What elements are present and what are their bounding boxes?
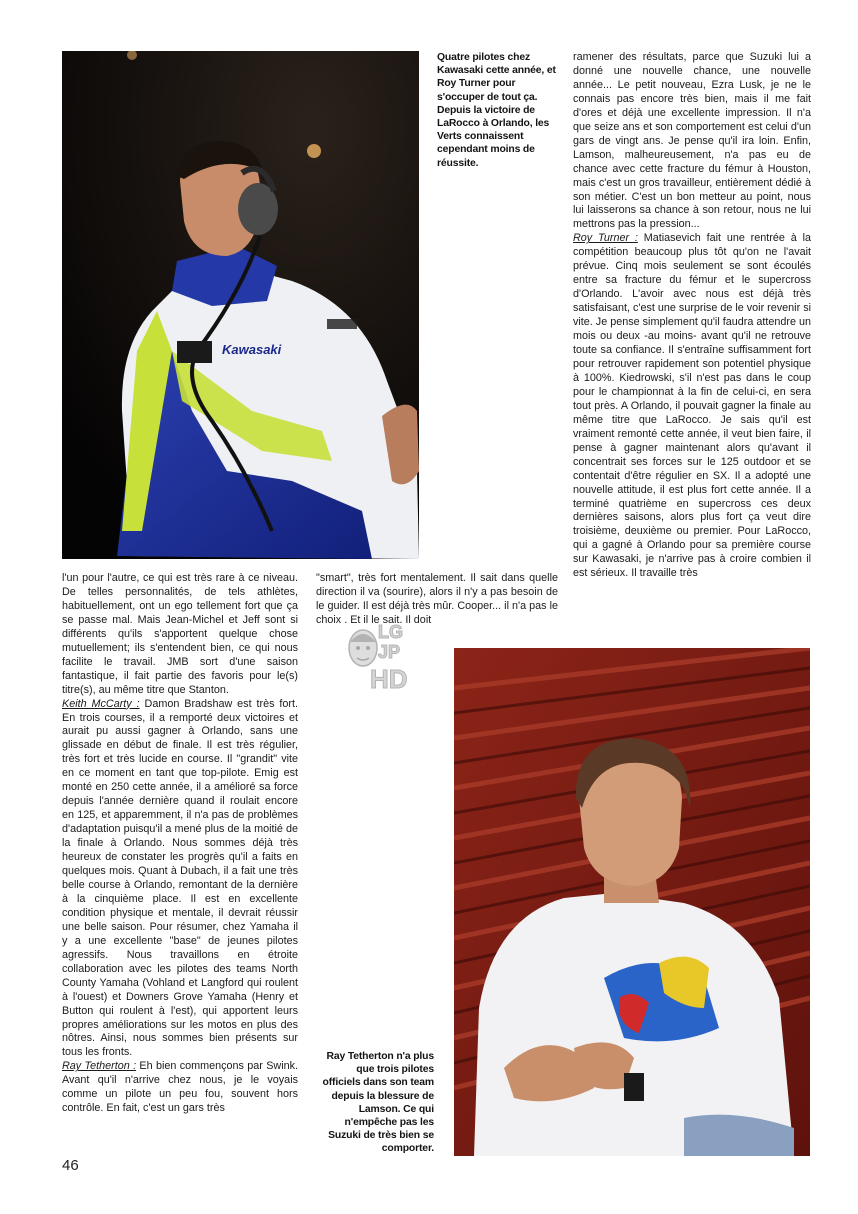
- column-left-paragraph-1: l'un pour l'autre, ce qui est très rare à ce niveau. De telles personnalités, de tels athlètes, habituellement, ont un ego tellement fort que ça se passe mal. Mais Jean-Michel et Jeff sont si différents qu'ils s'apportent quelque chose mutuellement; ils s'entendent bien, ce qui nous facilite le travail. JMB sort d'une saison fantastique, il fait partie des favoris pour le(s) titre(s), au même titre que Stanton.: [62, 572, 298, 696]
- speaker-ray-tetherton: Ray Tetherton :: [62, 1060, 137, 1073]
- watermark: [340, 618, 432, 698]
- caption-bottom-photo: Ray Tetherton n'a plus que trois pilotes officiels dans son team depuis la blessure de Lamson. Ce qui n'empêche pas les Suzuki de très bien se comporter.: [322, 1051, 434, 1155]
- photo-roy-turner: [62, 51, 419, 559]
- jacket-logo-text: Kawasaki: [222, 342, 282, 357]
- speaker-roy-turner: Roy Turner :: [573, 232, 638, 245]
- photo-roy-turner-image: [62, 51, 419, 559]
- watermark-line-1: LG: [378, 622, 403, 642]
- column-left-paragraph-3: [62, 1060, 298, 1116]
- speaker-keith-mccarty: Keith McCarty :: [62, 697, 140, 710]
- column-left-paragraph-2-text: Damon Bradshaw est très fort. En trois courses, il a remporté deux victoires et aurait pu aussi gagner à Orlando, sans une glissade en début de finale. Il est très régulier, très fort et très lucide en course. Il "grandit" vite en ce moment en tant que top-pilote. Emig est monté en 250 cette année, il a amélioré sa force depuis l'année dernière quand il roulait encore en 125, et apparemment, il n'a pas de problèmes d'adaptation puisqu'il a mené plus de la moitié de la finale à Orlando. Nous sommes déjà très heureux de constater les progrès qu'il a faits en quelques mois. Quant à Dubach, il a fait une très belle course à Orlando, remontant de la dernière à la cinquième place. Il est en excellente condition physique et mentale, il devrait réussir une belle saison. Pour résumer, chez Yamaha il y a une excellente "base" de jeunes pilotes agressifs. Nous travaillons en étroite collaboration avec les pilotes des teams North County Yamaha (Vohland et Langford qui roulent à l'ouest) et Downers Grove Yamaha (Henry et Button qui roulent à l'est), qui apportent leurs propres améliorations sur les motos en plus des nôtres. Ainsi, nous sommes bien présents sur tous les fronts.: [62, 697, 298, 1059]
- photo-ray-tetherton-image: [454, 648, 810, 1156]
- column-left-paragraph-2: [62, 698, 298, 1061]
- caption-top-photo: Quatre pilotes chez Kawasaki cette année, et Roy Turner pour s'occuper de tout ça. Depuis la victoire de LaRocco à Orlando, les Verts connaissent cependant moins de réussite.: [437, 52, 556, 169]
- column-right-paragraph-1: ramener des résultats, parce que Suzuki lui a donné une nouvelle chance, une nouvelle année... Le petit nouveau, Ezra Lusk, je ne le connais pas encore très bien, mais il me fait d'ores et déjà une excellente impression. Il n'a que seize ans et son comportement est celui d'un gars de vingt ans. Je pense qu'il ira loin. Enfin, Lamson, malheureusement, n'a pas eu de chance avec cette fracture du fémur à Houston, mais c'est un gros travailleur, entièrement dédié à son métier. C'est un bon metteur au point, nous lui laisserons sa chance à son retour, nous ne lui mettrons pas la pression...: [573, 51, 811, 231]
- photo-ray-tetherton: [454, 648, 810, 1156]
- column-right: [573, 51, 811, 581]
- column-right-paragraph-2-text: Matiasevich fait une rentrée à la compétition beaucoup plus tôt qu'on ne l'avait prévue. Cinq mois seulement se sont écoulés entre sa fracture du fémur et le supercross d'Orlando. L'avoir avec nous est déjà très satisfaisant, c'est une surprise de le voir revenir si vite. Je pense simplement qu'il faudra attendre un mois ou deux -au moins- avant qu'il ne retrouve toute sa confiance. Il s'entraîne suffisamment fort pour retrouver rapidement son potentiel physique à 100%. Kiedrowski, s'il n'est pas dans le coup pour le championnat à la fin de celui-ci, en sera tout près. A Orlando, il pouvait gagner la finale au même titre que LaRocco. Je sais qu'il est vraiment remonté cette année, il veut bien faire, il pense à gagner maintenant alors qu'avant il concentrait ses forces sur le 125 outdoor et se contentait d'être régulier en SX. Il a adopté une nouvelle attitude, il est plus fort cette année. Il a terminé quatrième en supercross ces deux dernières saisons, alors plus fort ça veut dire troisième, deuxième ou premier. Pour LaRocco, qui a gagné à Orlando pour sa première course sur Kawasaki, je n'arrive pas à croire combien il est sérieux. Il travaille très: [573, 232, 811, 580]
- page-number: 46: [62, 1157, 79, 1174]
- watermark-line-2: JP: [378, 642, 401, 662]
- column-left: [62, 572, 298, 1116]
- watermark-line-3: HD: [370, 664, 408, 694]
- column-left-paragraph-3-text: Eh bien commençons par Swink. Avant qu'il n'arrive chez nous, je le voyais comme un pilote un peu fou, souvent hors contrôle. En fait, c'est un gars très: [62, 1060, 298, 1115]
- column-middle-paragraph-1: "smart", très fort mentalement. Il sait dans quelle direction il va (sourire), alors il n'y a pas besoin de le guider. Il est déjà très mûr. Cooper... il n'a pas le choix . Et il le sait. Il doit: [316, 572, 558, 626]
- column-right-paragraph-2: [573, 232, 811, 581]
